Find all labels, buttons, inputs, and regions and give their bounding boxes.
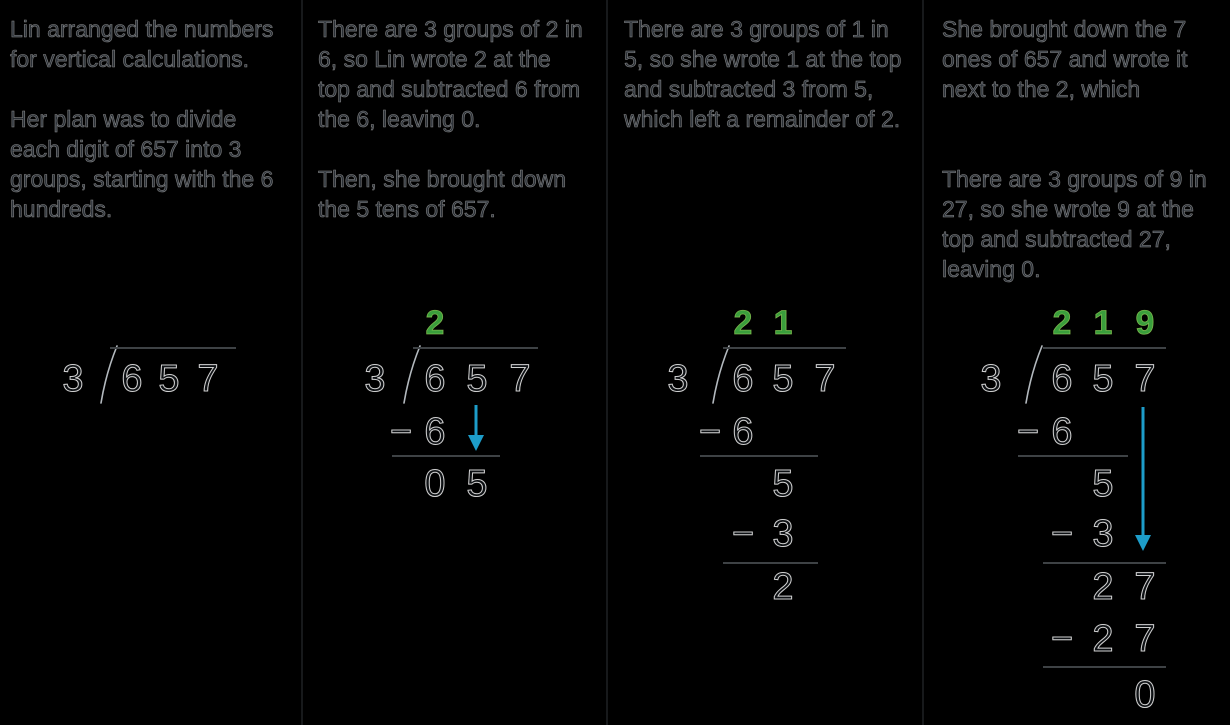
dividend-digit: 5 bbox=[1092, 358, 1114, 400]
minus-sign: − bbox=[731, 513, 755, 555]
explanation-line: hundreds. bbox=[10, 196, 113, 222]
remainder-digit: 2 bbox=[772, 566, 794, 608]
dividend-digit: 6 bbox=[424, 358, 446, 400]
quotient-digit: 9 bbox=[1135, 304, 1155, 342]
quotient-digit: 2 bbox=[425, 304, 445, 342]
subtrahend-digit: 6 bbox=[424, 411, 446, 453]
quotient-digit: 1 bbox=[1093, 304, 1113, 342]
divisor: 3 bbox=[364, 358, 386, 400]
explanation-line: There are 3 groups of 2 in bbox=[318, 16, 583, 42]
divisor: 3 bbox=[62, 358, 84, 400]
dividend-digit: 6 bbox=[732, 358, 754, 400]
explanation-line: each digit of 657 into 3 bbox=[10, 136, 242, 162]
explanation-line: which left a remainder of 2. bbox=[624, 106, 901, 132]
quotient-digit: 2 bbox=[1052, 304, 1072, 342]
explanation-line: 27, so she wrote 9 at the bbox=[942, 196, 1194, 222]
subtrahend-digit: 3 bbox=[1092, 513, 1114, 555]
explanation-line: groups, starting with the 6 bbox=[10, 166, 274, 192]
dividend-digit: 5 bbox=[466, 358, 488, 400]
dividend-digit: 7 bbox=[197, 358, 219, 400]
explanation-line: for vertical calculations. bbox=[10, 46, 250, 72]
minus-sign: − bbox=[698, 411, 722, 453]
dividend-digit: 5 bbox=[772, 358, 794, 400]
minus-sign: − bbox=[1050, 513, 1074, 555]
explanation-line: There are 3 groups of 1 in bbox=[624, 16, 889, 42]
subtrahend-digit: 3 bbox=[772, 513, 794, 555]
divisor: 3 bbox=[980, 358, 1002, 400]
explanation-line: Lin arranged the numbers bbox=[10, 16, 274, 42]
explanation-line: top and subtracted 27, bbox=[942, 226, 1171, 252]
explanation-line: the 6, leaving 0. bbox=[318, 106, 481, 132]
brought-down-digit: 5 bbox=[772, 463, 794, 505]
subtrahend-digit: 7 bbox=[1134, 618, 1156, 660]
subtrahend-digit: 6 bbox=[732, 411, 754, 453]
explanation-line: She brought down the 7 bbox=[942, 16, 1187, 42]
explanation-line: ones of 657 and wrote it bbox=[942, 46, 1188, 72]
minus-sign: − bbox=[1016, 411, 1040, 453]
explanation-line: 5, so she wrote 1 at the top bbox=[624, 46, 902, 72]
remainder-digit: 2 bbox=[1092, 566, 1114, 608]
subtrahend-digit: 6 bbox=[1051, 411, 1073, 453]
explanation-line: There are 3 groups of 9 in bbox=[942, 166, 1207, 192]
dividend-digit: 5 bbox=[158, 358, 180, 400]
explanation-line: Her plan was to divide bbox=[10, 106, 237, 132]
final-remainder-digit: 0 bbox=[1134, 674, 1156, 716]
explanation-line: Then, she brought down bbox=[318, 166, 567, 192]
dividend-digit: 6 bbox=[121, 358, 143, 400]
brought-down-digit: 5 bbox=[1092, 463, 1114, 505]
explanation-line: 6, so Lin wrote 2 at the bbox=[318, 46, 551, 72]
quotient-digit: 1 bbox=[773, 304, 793, 342]
explanation-line: the 5 tens of 657. bbox=[318, 196, 496, 222]
brought-down-digit: 5 bbox=[466, 463, 488, 505]
brought-down-digit: 7 bbox=[1134, 566, 1156, 608]
divisor: 3 bbox=[667, 358, 689, 400]
explanation-line: leaving 0. bbox=[942, 256, 1041, 282]
dividend-digit: 7 bbox=[509, 358, 531, 400]
dividend-digit: 7 bbox=[1134, 358, 1156, 400]
minus-sign: − bbox=[1050, 618, 1074, 660]
explanation-line: and subtracted 3 from 5, bbox=[624, 76, 874, 102]
remainder-digit: 0 bbox=[424, 463, 446, 505]
subtrahend-digit: 2 bbox=[1092, 618, 1114, 660]
explanation-line: top and subtracted 6 from bbox=[318, 76, 581, 102]
dividend-digit: 7 bbox=[814, 358, 836, 400]
dividend-digit: 6 bbox=[1051, 358, 1073, 400]
minus-sign: − bbox=[389, 411, 413, 453]
quotient-digit: 2 bbox=[733, 304, 753, 342]
explanation-line: next to the 2, which bbox=[942, 76, 1141, 102]
